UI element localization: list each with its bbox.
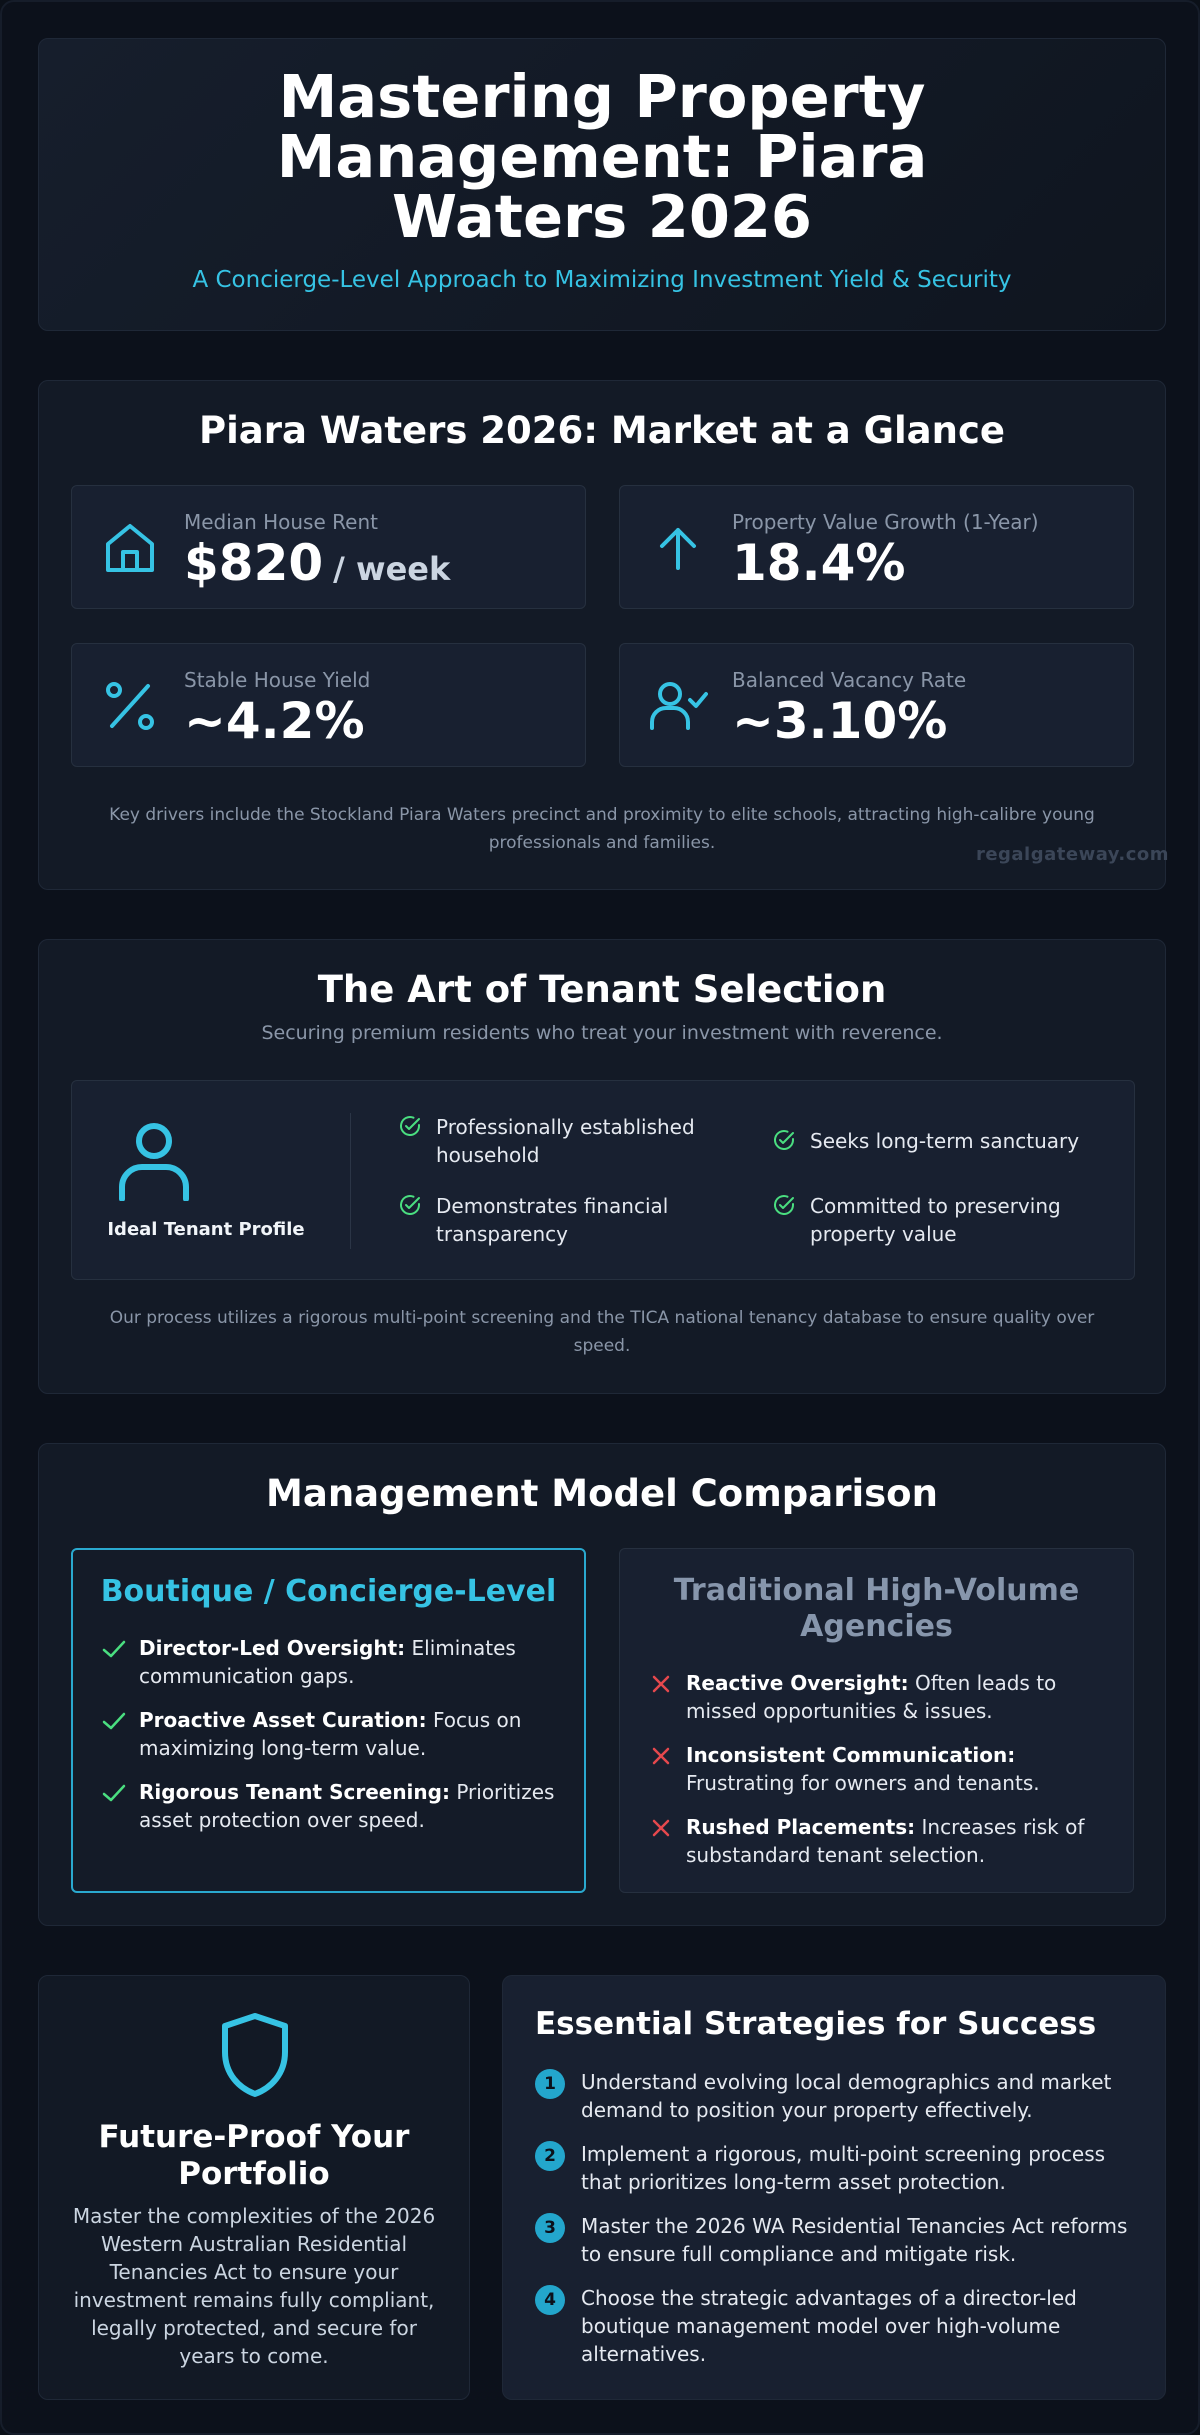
market-section: [38, 380, 1169, 890]
check-circle-icon: [398, 1193, 422, 1217]
trait-text: Demonstrates financial transparency: [436, 1194, 669, 1246]
stat-card-vacancy-rate: [619, 643, 1134, 767]
future-proof-card: [38, 1975, 470, 2400]
boutique-point-text: [139, 1634, 560, 1690]
boutique-point: [101, 1778, 560, 1834]
stat-value: 18.4%: [732, 534, 906, 592]
trait-item: [398, 1192, 718, 1248]
check-icon: [101, 1636, 127, 1662]
strategies-card: [502, 1975, 1166, 2400]
page-subtitle: A Concierge-Level Approach to Maximizing Investment Yield & Security: [192, 267, 1012, 293]
trait-text: Professionally established household: [436, 1115, 695, 1167]
page-title: Mastering Property Management: Piara Waters 2026: [276, 62, 928, 251]
boutique-column: [71, 1548, 586, 1893]
traditional-point-text: [686, 1813, 1109, 1869]
tenant-title: The Art of Tenant Selection: [317, 968, 887, 1011]
point-heading: Reactive Oversight:: [686, 1671, 909, 1695]
boutique-point-text: [139, 1706, 560, 1762]
percent-icon: [100, 676, 160, 736]
step-text: Choose the strategic advantages of a director-led boutique management model over high-volume alternatives.: [581, 2286, 1077, 2366]
stat-card-value-growth: [619, 485, 1134, 609]
step-text: Implement a rigorous, multi-point screening process that prioritizes long-term asset protection.: [581, 2142, 1106, 2194]
boutique-point-text: [139, 1778, 560, 1834]
arrow-up-icon: [648, 518, 708, 578]
step-number: 2: [535, 2141, 565, 2171]
shield-icon: [219, 2012, 291, 2098]
trait-item: [772, 1192, 1092, 1248]
comparison-title: Management Model Comparison: [266, 1472, 938, 1515]
check-icon: [101, 1708, 127, 1734]
point-heading: Director-Led Oversight:: [139, 1636, 406, 1660]
check-circle-icon: [772, 1128, 796, 1152]
point-heading: Rushed Placements:: [686, 1815, 916, 1839]
trait-item: [772, 1127, 1092, 1155]
stat-value: [184, 534, 450, 592]
market-title: Piara Waters 2026: Market at a Glance: [199, 409, 1005, 452]
point-body: Increases risk of substandard tenant selection.: [686, 1815, 1085, 1867]
tenant-subtitle: Securing premium residents who treat your investment with reverence.: [261, 1022, 943, 1044]
check-icon: [101, 1780, 127, 1806]
house-icon: [100, 518, 160, 578]
stat-card-house-yield: [71, 643, 586, 767]
stat-value: ~3.10%: [732, 692, 948, 750]
stat-card-median-rent: [71, 485, 586, 609]
stat-value: ~4.2%: [184, 692, 365, 750]
traditional-column: [619, 1548, 1134, 1893]
tenant-profile-card: [71, 1080, 1135, 1280]
step-number: 3: [535, 2213, 565, 2243]
strategies-title: Essential Strategies for Success: [535, 2006, 1097, 2042]
future-text: Master the complexities of the 2026 Western Australian Residential Tenancies Act to ensure your investment remains fully compliant, legally protected, and secure for years to come.: [72, 2204, 436, 2368]
step-text: Understand evolving local demographics and market demand to position your property effectively.: [581, 2070, 1112, 2122]
x-icon: [648, 1671, 674, 1697]
tenant-section: [38, 939, 1166, 1394]
strategy-step: [535, 2212, 1137, 2268]
stat-label: Stable House Yield: [184, 668, 371, 692]
comparison-section: [38, 1443, 1166, 1926]
header-card: [38, 38, 1166, 331]
boutique-title: Boutique / Concierge-Level: [100, 1574, 557, 1609]
tenant-note: Our process utilizes a rigorous multi-point screening and the TICA national tenancy database to ensure quality over speed.: [109, 1308, 1095, 1356]
x-icon: [648, 1815, 674, 1841]
check-circle-icon: [772, 1193, 796, 1217]
stat-label: Property Value Growth (1-Year): [732, 510, 1039, 534]
stat-unit: / week: [333, 550, 451, 588]
traditional-point-text: [686, 1741, 1109, 1797]
strategy-step: [535, 2140, 1137, 2196]
strategy-step: [535, 2068, 1137, 2124]
point-body: Focus on maximizing long-term value.: [139, 1708, 522, 1760]
point-body: Prioritizes asset protection over speed.: [139, 1780, 555, 1832]
point-heading: Inconsistent Communication:: [686, 1743, 1016, 1767]
point-body: Often leads to missed opportunities & issues.: [686, 1671, 1057, 1723]
user-icon: [116, 1121, 192, 1201]
future-title: Future-Proof Your Portfolio: [98, 2119, 410, 2192]
trait-item: [398, 1113, 718, 1169]
point-body: Eliminates communication gaps.: [139, 1636, 516, 1688]
traditional-point: [648, 1741, 1109, 1797]
boutique-point: [101, 1706, 560, 1762]
profile-divider: [350, 1113, 351, 1249]
point-heading: Proactive Asset Curation:: [139, 1708, 427, 1732]
step-number: 4: [535, 2285, 565, 2315]
strategy-step: [535, 2284, 1137, 2368]
stat-value-number: $820: [184, 534, 324, 592]
trait-text: Seeks long-term sanctuary: [810, 1129, 1080, 1153]
step-text: Master the 2026 WA Residential Tenancies Act reforms to ensure full compliance and mitigate risk.: [581, 2214, 1128, 2266]
profile-label: Ideal Tenant Profile: [107, 1219, 305, 1240]
stat-label: Balanced Vacancy Rate: [732, 668, 967, 692]
traditional-point: [648, 1813, 1109, 1869]
boutique-point: [101, 1634, 560, 1690]
check-circle-icon: [398, 1114, 422, 1138]
stat-label: Median House Rent: [184, 510, 378, 534]
x-icon: [648, 1743, 674, 1769]
traditional-point-text: [686, 1669, 1109, 1725]
traditional-title: Traditional High-Volume Agencies: [673, 1573, 1080, 1644]
step-number: 1: [535, 2069, 565, 2099]
traditional-point: [648, 1669, 1109, 1725]
market-note: Key drivers include the Stockland Piara Waters precinct and proximity to elite schools, attracting high-calibre young professionals and families.: [109, 805, 1095, 853]
watermark: regalgateway.com: [975, 844, 1169, 865]
point-heading: Rigorous Tenant Screening:: [139, 1780, 450, 1804]
user-check-icon: [648, 676, 708, 736]
point-body: Frustrating for owners and tenants.: [686, 1771, 1040, 1795]
trait-text: Committed to preserving property value: [810, 1194, 1061, 1246]
